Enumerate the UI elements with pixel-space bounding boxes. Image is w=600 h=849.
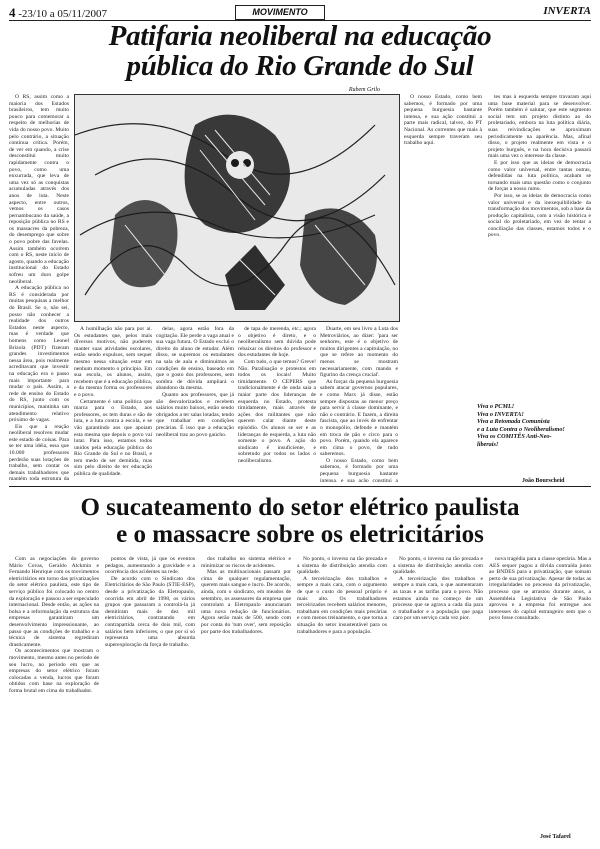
article2-col6: nova tragédia para a classe operária. Mas a AES sequer pagou a dívida contraída junto ao BNDES para a privatização, que somam perto de sua privatização. Apesar de todas as irregularidades no processo da privatização, processo que se arrastou durante anos, a Assembleia Legislativa de São Paulo aprovou e a empresa foi entregue aos interesses do capital estrangeiro sem que o povo fosse consultado. (489, 556, 591, 622)
article1-author: João Bourscheid (522, 478, 565, 484)
page-number-date: 4 -23/10 a 05/11/2007 (9, 5, 108, 20)
article-divider (9, 486, 591, 487)
article2-col3: dos trabalho no sistema elétrico e minimizar os riscos de acidentes. Mas as multinacionais passam por cima de qualquer regulamentação, querem mais sangue e lucro. De acordo, ainda, com o sindicato, em meados de setembro, os assessores da empresa que controlam a Eletropaulo anunciaram uma nova redução de funcionários. Agora serão mais de 500, sendo com por conta do 'tum over', sem reposição por parte dos trabalhadores. (201, 556, 291, 635)
article2-author: José Tafarel (540, 834, 571, 840)
article2-col5: No ponto, o inverso na tão prezada e a sistema de distribuição atendia com qualidade. A terceirização dos trabalhos e sempre a mais cara, o que aumentaram as taxas e as tarifas para o povo. Não estamos ainda no começo de um processo que se agrava a cada dia para o trabalhador e a população que paga caro por um serviço cada vez pior. (393, 556, 483, 622)
article1-illustration (74, 94, 400, 322)
article1-col5: de tapa de merenda, etc.; agora o objetivo é direto, e o neoliberalismo sem dúvida pode rebaixar os direitos do professor e dos estudantes de hoje. Com tudo, o que temos? Greve! Não. Paralisação e protestos em todos os locais! Muito timidamente. O CEPERS que tradicionalmente é de onda saia a maior parte dos lideranças de esquerda no Estado, protesta timidamente, mais através de ações dos militantes que não querem calar diante deste episódio. Os alunos se ser e as lideranças de esquerda, a luta não somente o povo. A ação do sindicato é insuficiente, e sobretudo por todos os lados o neoliberalismo. (238, 326, 316, 464)
article1-col1: O RS, assim como a maioria dos Estados brasileiros, tem muito pouco para comemorar a respeito de melhorias de vida do nosso povo. Muito pelo contrário, a situação continua crítica. Porém, de ver em quando, a crise desconstitui muito rapidamente contra o povo, como uma enxurrada, que leva de uma vez só as conquistas acumuladas através dos anos de luta. Neste aspecto, entre outros, vemos os casos pernambucano da saúde, a reposição pública no RS e os massacres da pobreza, do desemprego que sobre o povo pobre das favelas. Assim também ocorrem com o RS, neste início de agosto, quando a educação institucional do Estado sofreu um duro golpe neoliberal. A educação pública no RS é considerada por muitas pesquisas a melhor do Brasil. Se o, não sei, posso não conhecer a realidade dos outros Estados neste aspecto, mas é verdade que homens como Leonel Brizola (PDT) fizeram grandes investimentos nessa área, pois realmente acreditavam que investir na educação era o passo mais importante para mudar o país. Assim, a rede de ensino do Estado do RS, junto com os municípios, mantinha um atendimento relativo próximo de vagas. Eis que a reação neoliberal resolveu mudar este estado de coisas. Para se ter uma idéia, essa que 10.000 professores perderão suas lotações de trabalho, sem contar os demais trabalhadores que mantêm toda estrutura da (9, 94, 69, 482)
article2-col2: pontos de vista, já que os eventos pedagos, aumentando a gravidade e a ocorrência dos acidentes na rede. De acordo com o Sindicato dos Eletricitários de São Paulo (STIE-ESP), desde a privatização da Eletropaulo, ocorrida em abril de 1998, os vários grupos que passaram a controlá-la já demitiram mais de dez mil eletricitários, contratando em contrapartida cerca de dois mil, com salários bem inferiores, o que por si só representa uma absurda superexploração da força de trabalho. (105, 556, 195, 648)
article1-col8: tes mas à esquerda sempre travaram aqui uma base material para se desenvolver. Porém também é salutar, que este segmento social tem um projeto distinto ao do proletariado, embora na luta política diária, suas reivindicações se aproximam periodicamente na aparência. Mas, afinal disso, o projeto realmente em vista e o projeto burguês, e na hora decisiva passará mais uma vez o interesse da classe. E por isso que as ideias de democracia como valor universal, entre tantas outras, defendidas na luta política, acabam se tornando mais uma questão como o conjunto de forças a nosso rumo. Por isso, se as ideias de democracia como valor universal e da inexequibilidade da transformação dos movimentos, sob a base da produção capitalista, com a visão histórica e social do proletariado, em vez de tentar a conciliação das classes, estamos todos e o povo. (488, 94, 591, 239)
newspaper-logo: INVERTA (543, 5, 591, 17)
article1-title: Patifaria neoliberal na educação pública do Rio Grande do Sul (108, 20, 492, 82)
article1-col4: delas, agora estão fora da cogitação. Ele perde a vaga atual e sua vaga futura. O Estado exclui o direito do aluno de estudar. Além disso, se supremos os estudantes na sala de aula e diminuímos as condições de ensino, baseado em que o gosto dos professores, sem sombra de dúvida ampliará o abandono da mesma. Quanto aos professores, que já são desvalorizados e recebem salários muito baixos, estão sendo obrigados a ter salas lotadas, tendo que trabalhar em condições precárias. É isso que a educação neoliberal traz ao povo gaúcho. (156, 326, 234, 438)
article1-col3: A humilhação não para por aí. Os estudantes que, pelos mais diversos motivos, não puderem manter suas atividades escolares, estão sendo expulsos, sem sequer mesmo nessa situação estar em nenhum momento o princípio. Em sua escola, os alunos, assim, recebem que é a educação pública, e da mesma forma os professores e o povo. Certamente é uma política que marca para o Estado, aos professores, os tem duras e são de luta, e a luta contra a escola, e se vão garantindo aos que apoiam esta mesma que depois o povo vai lutar. Para isso, estamos todos unidos pela educação pública do Rio Grande do Sul e no Brasil, e tem medo de ser demitida, mas sim pelo direito de ter educação pública de qualidade. (74, 326, 152, 478)
article1-col7: O nosso Estado, como bem sabemos, é formado por uma pequena burguesia bastante intensa, e sua ação constitui a parte mais radical, talvez, do PT Nacional. As correntes que mais à esquerda sempre traveram seu trabalho aqui. (404, 94, 482, 147)
article2-col1: Com as negociações do governo Mário Covas, Geraldo Alckmin e Fernando Henrique com os movimentos eletricitários em torno das privatizações do setor elétrico paulista, este tipo de serviço público foi colocado no centro da exploração e passou a ser especulado internacional. Desde então, as ações na bolsa e a reformulação da estrutura das empresas garantiram um desenvolvimento impressionante, ao passo que as condições de trabalho e a técnica de sistema regrediram drasticamente. Os acontecimentos que mostram o movimento, mesmo antes no período de seu lucro, no período em que as empresas do setor elétrico foram colocadas a venda, lucros que foram obtidos com base na exploração de forma brutal em cima do trabalhador. (9, 556, 99, 694)
article1-col6: Duarte, em seu livro a Luta dos Metroviários, ao dizer: 'para ser senhores, este é o objetivo de muitos dirigentes a capitulação, no que se refere ao momento do menos se mostram necessariamente, com mando e figurino da crença crucial'. As forças da pequena burguesia sabem atacar governos populares, e como Marx já disse, estão sempre dispostas ao menor preço para servir à classe dominante, e não o contrário. E fazem, a direita fascista, que ao invés de enfrentar o monopólio, defende e mantém em troca de pão e circo para o povo. Porém, quando ela aparece em cima o povo, de tudo saberemos. O nosso Estado, como bem sabemos, é formado por uma pequena burguesia bastante intensa, e sua ação constitui a (320, 326, 398, 482)
slogan-box: Viva o PCML! Viva o INVERTA! Viva a Retomada Comunista e a Luta Contra o Neoliberalismo! Viva os COMITÊS Anti-Neo- liberais! (477, 403, 565, 448)
article2-title: O sucateamento do setor elétrico paulista e o massacre sobre os eletricitários (80, 494, 520, 548)
page-header (9, 4, 591, 21)
article2-col4: No ponto, o inverso na tão prezada e a sistema de distribuição atendia com qualidade. A terceirização dos trabalhos e sempre a mais cara, com o argumento de que o custo do pessoal próprio é mais alto. Os trabalhadores terceirizados recebem salários menores, trabalham em condições mais precárias e com menos treinamento, o que torna a situação do setor insustentável para os trabalhadores e para a população. (297, 556, 387, 635)
section-label: MOVIMENTO (235, 5, 325, 20)
image-credit: Rubem Grilo (348, 87, 380, 93)
